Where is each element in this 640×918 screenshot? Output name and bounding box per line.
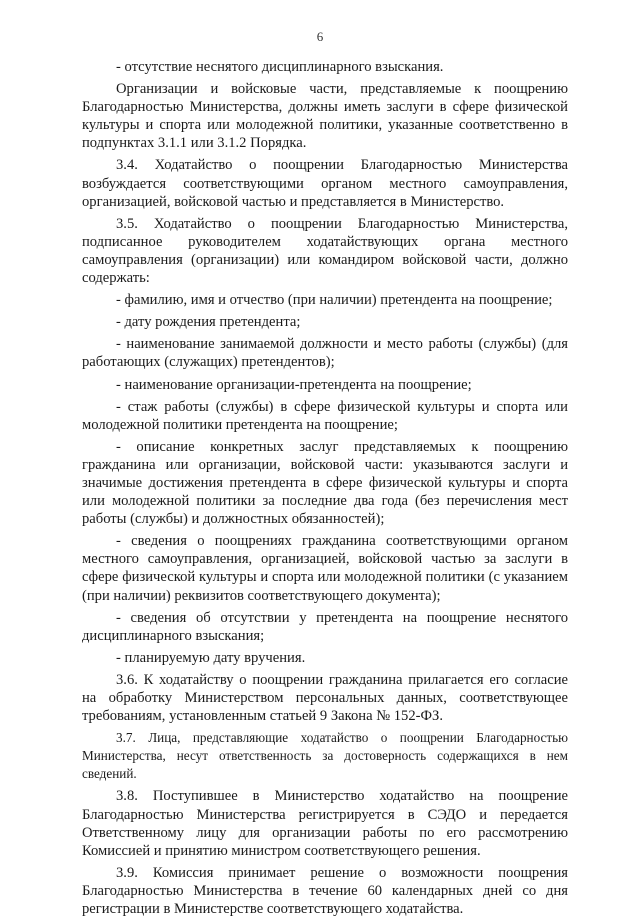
- paragraph: 3.7. Лица, представляющие ходатайство о поощрении Благодарностью Министерства, несут ответственность за достоверность содержащихся в нем сведений.: [82, 730, 568, 782]
- paragraph: - дату рождения претендента;: [116, 314, 301, 331]
- paragraph: - стаж работы (службы) в сфере физической культуры и спорта или молодежной политики претендента на поощрение;: [82, 398, 568, 433]
- paragraph: Организации и войсковые части, представляемые к поощрению Благодарностью Министерства, должны иметь заслуги в сфере физической культуры и спорта или молодежной политики, указанные соответственно в подпунктах 3.1.1 или 3.1.2 Порядка.: [82, 81, 568, 152]
- paragraph: 3.6. К ходатайству о поощрении гражданина прилагается его согласие на обработку Министерством персональных данных, соответствующее требованиям, установленным статьей 9 Закона № 152-ФЗ.: [82, 671, 568, 725]
- paragraph: - описание конкретных заслуг представляемых к поощрению гражданина или организации, войсковой части: указываются заслуги и значимые достижения претендента в сфере физической культуры и спорта или молодежной политики за последние два года (без перечисления мест работы (службы) и должностных обязанностей);: [82, 438, 568, 528]
- paragraph: 3.9. Комиссия принимает решение о возможности поощрения Благодарностью Министерства в течение 60 календарных дней со дня регистрации в Министерстве соответствующего ходатайства.: [82, 864, 568, 918]
- paragraph: - планируемую дату вручения.: [116, 649, 306, 666]
- paragraph: - сведения о поощрениях гражданина соответствующими органом местного самоуправления, организацией, войсковой частью за заслуги в сфере физической культуры и спорта или молодежной политики (с указанием (при наличии) реквизитов соответствующего документа);: [82, 533, 568, 604]
- paragraph: - наименование организации-претендента на поощрение;: [116, 376, 472, 393]
- paragraph: 3.8. Поступившее в Министерство ходатайство на поощрение Благодарностью Министерства регистрируется в СЭДО и передается Ответственному лицу для организации работы по его рассмотрению Комиссией и принятию министром соответствующего решения.: [82, 788, 568, 859]
- paragraph: - наименование занимаемой должности и место работы (службы) (для работающих (служащих) претендентов);: [82, 336, 568, 371]
- paragraph: 3.4. Ходатайство о поощрении Благодарностью Министерства возбуждается соответствующими органом местного самоуправления, организацией, войсковой частью и представляется в Министерство.: [82, 157, 568, 210]
- paragraph: - отсутствие неснятого дисциплинарного взыскания.: [116, 59, 444, 75]
- document-body: [82, 58, 568, 918]
- paragraph: 3.5. Ходатайство о поощрении Благодарностью Министерства, подписанное руководителем ходатайствующих органа местного самоуправления (организации) или командиром войсковой части, должно содержать:: [82, 215, 568, 287]
- paragraph: - сведения об отсутствии у претендента на поощрение неснятого дисциплинарного взыскания;: [82, 609, 568, 644]
- page-number: 6: [316, 29, 324, 44]
- paragraph: - фамилию, имя и отчество (при наличии) претендента на поощрение;: [116, 292, 553, 309]
